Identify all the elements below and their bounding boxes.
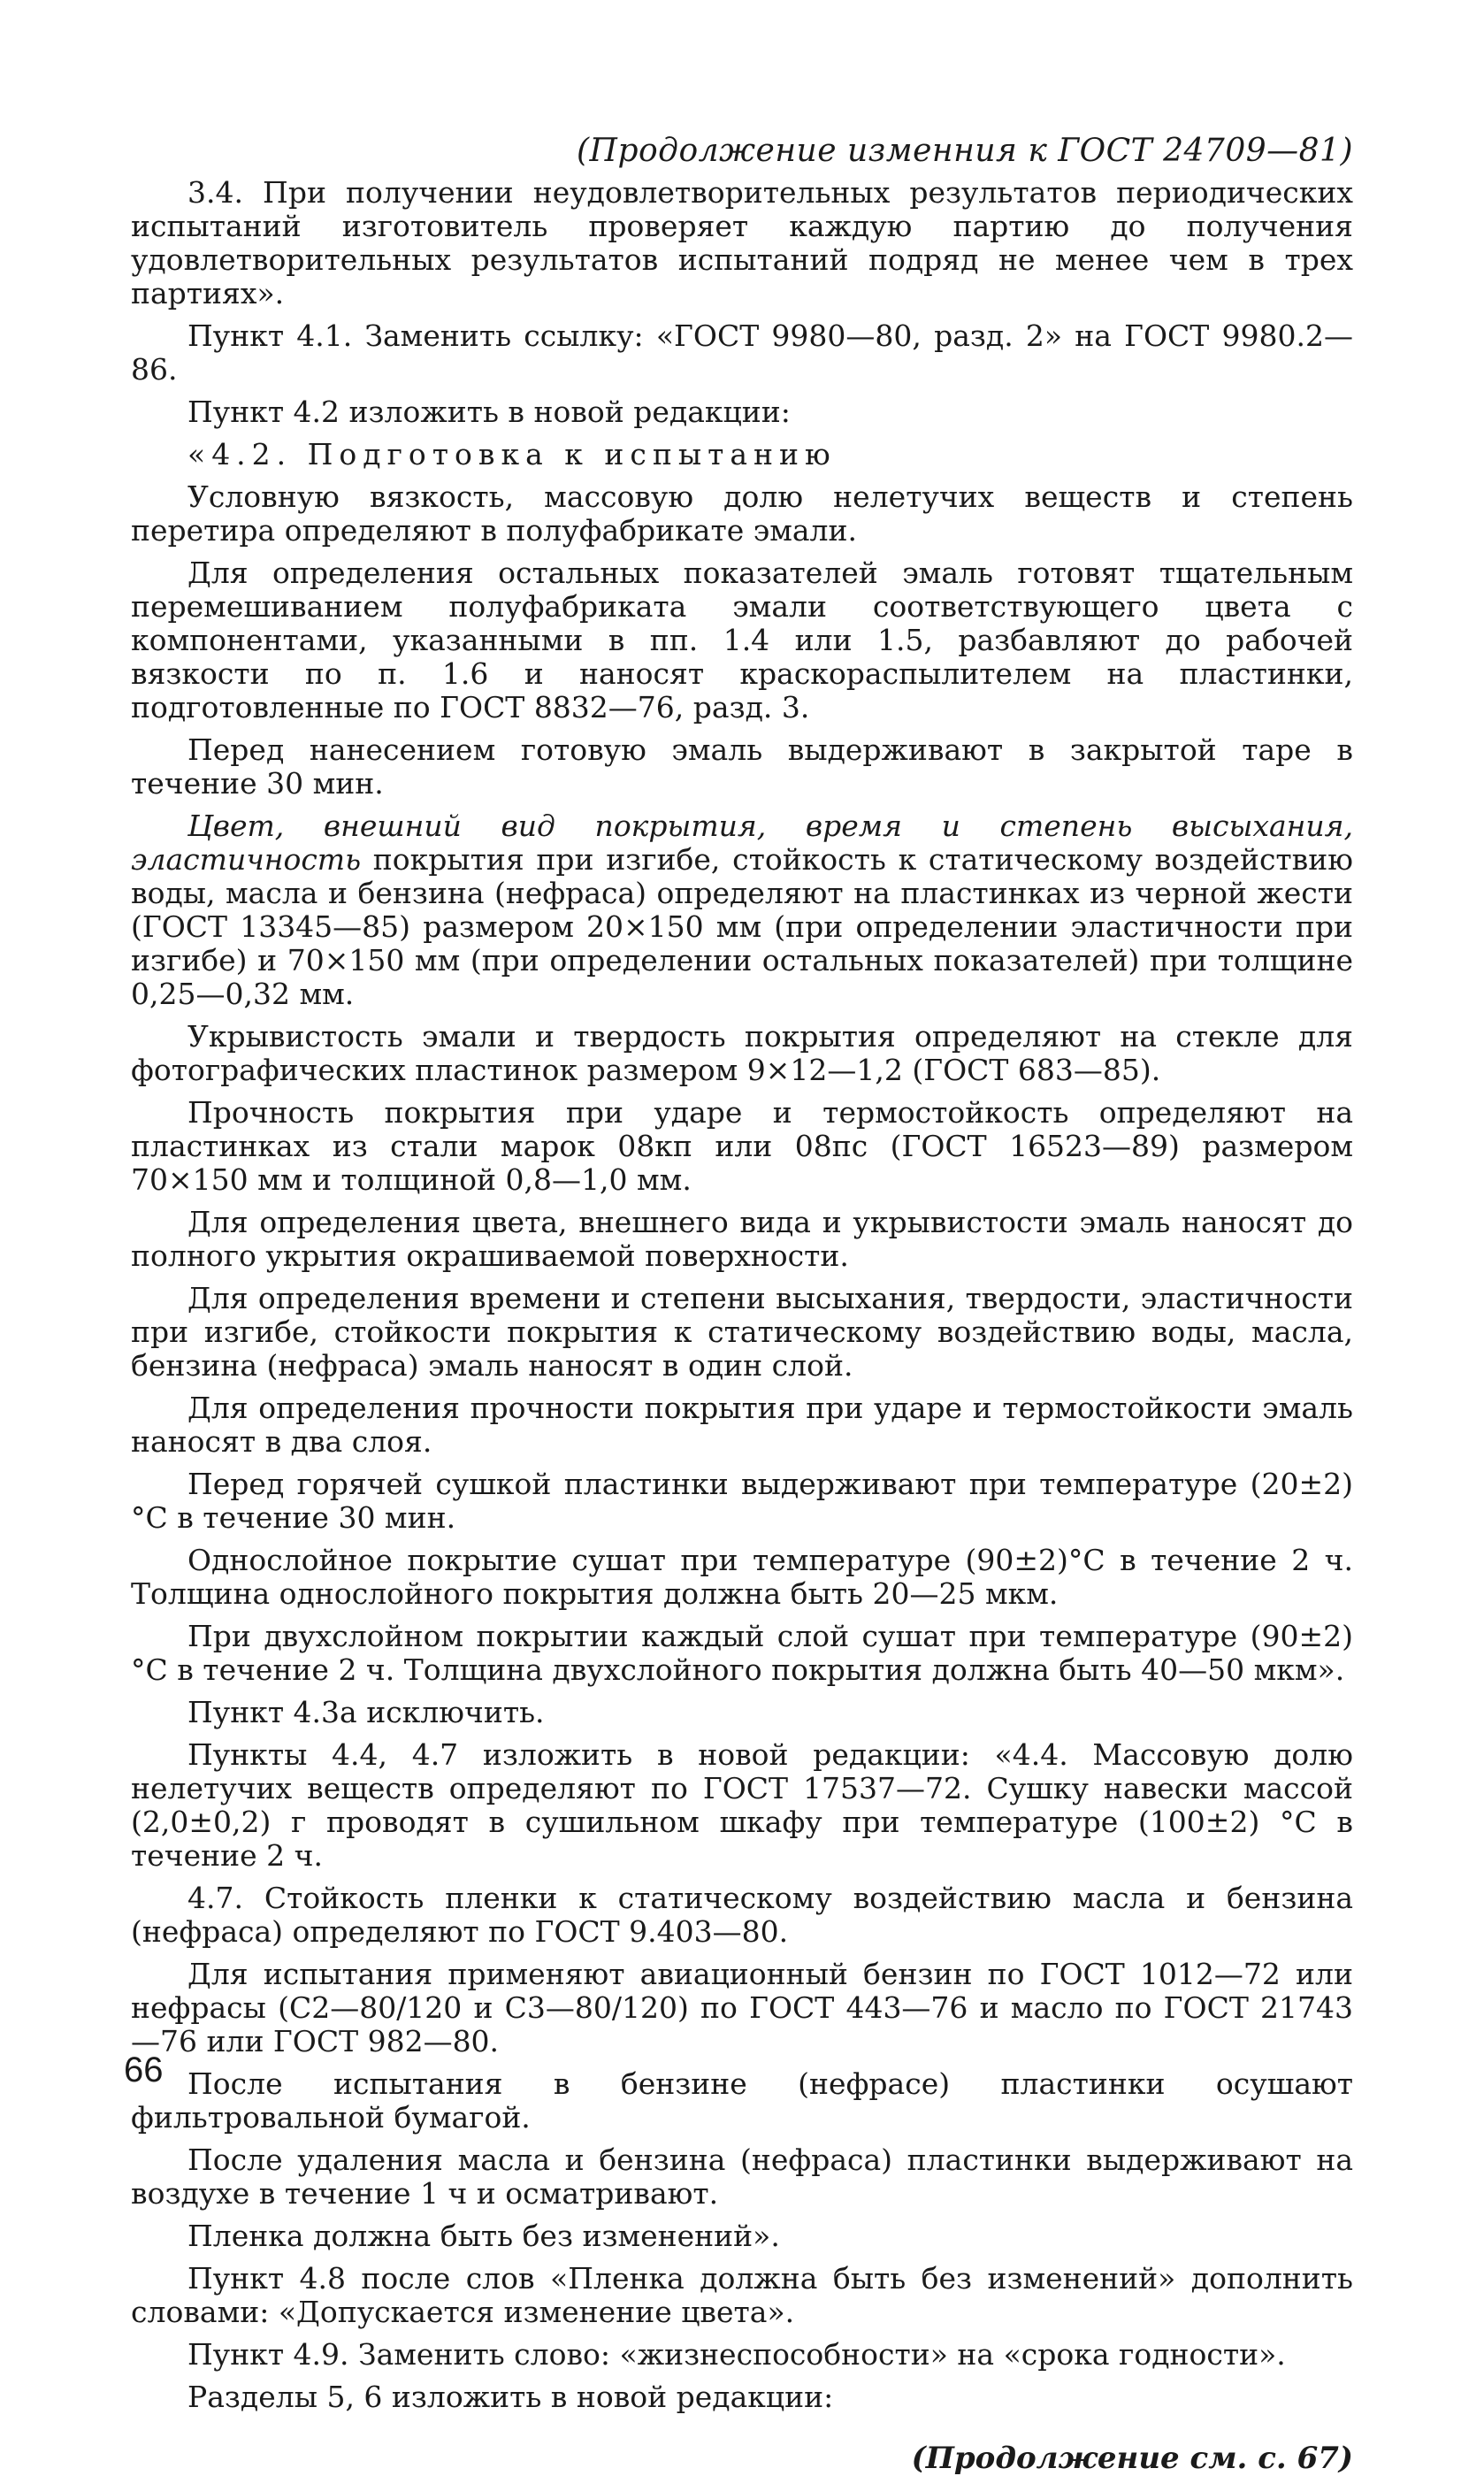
paragraph-single-layer-drying: Однослойное покрытие сушат при температуре (90±2)°С в течение 2 ч. Толщина однослойного покрытия должна быть 20—25 мкм. [131, 1543, 1353, 1611]
paragraph-4-7: 4.7. Стойкость пленки к статическому воздействию масла и бензина (нефраса) определяют по ГОСТ 9.403—80. [131, 1881, 1353, 1949]
paragraph-4-8: Пункт 4.8 после слов «Пленка должна быть без изменений» дополнить словами: «Допускается изменение цвета». [131, 2261, 1353, 2329]
italic-lead: Цвет, внешний вид покрытия, время и степень высыхания, эластичность [131, 809, 1353, 877]
paragraph-hot-drying: Перед горячей сушкой пластинки выдерживают при температуре (20±2) °С в течение 30 мин. [131, 1467, 1353, 1535]
paragraph-color-application: Для определения цвета, внешнего вида и укрывистости эмаль наносят до полного укрытия окрашиваемой поверхности. [131, 1205, 1353, 1273]
paragraph-after-test: После испытания в бензине (нефрасе) пластинки осушают фильтровальной бумагой. [131, 2066, 1353, 2135]
paragraph-4-4: Пункты 4.4, 4.7 изложить в новой редакции: «4.4. Массовую долю нелетучих веществ определяют по ГОСТ 17537—72. Сушку навески массой (2,0±0,2) г проводят в сушильном шкафу при температуре (100±2) °С в течение 2 ч. [131, 1737, 1353, 1873]
paragraph-4-1: Пункт 4.1. Заменить ссылку: «ГОСТ 9980—80, разд. 2» на ГОСТ 9980.2—86. [131, 318, 1353, 387]
document-page [131, 133, 1353, 2476]
paragraph-viscosity: Условную вязкость, массовую долю нелетучих веществ и степень перетира определяют в полуфабрикате эмали. [131, 479, 1353, 548]
paragraph-4-2-intro: Пункт 4.2 изложить в новой редакции: [187, 395, 791, 429]
section-heading-preparation: «4.2. Подготовка к испытанию [187, 437, 837, 471]
page-number: 66 [124, 2051, 164, 2089]
paragraph-preparation: Для определения остальных показателей эмаль готовят тщательным перемешиванием полуфабриката эмали соответствующего цвета с компонентами, указанными в пп. 1.4 или 1.5, разбавляют до рабочей вязкости по п. 1.6 и наносят краскораспылителем на пластинки, подготовленные по ГОСТ 8832—76, разд. 3. [131, 556, 1353, 724]
paragraph-impact-strength: Прочность покрытия при ударе и термостойкость определяют на пластинках из стали марок 08кп или 08пс (ГОСТ 16523—89) размером 70×150 мм и толщиной 0,8—1,0 мм. [131, 1095, 1353, 1197]
continuation-note: (Продолжение см. с. 67) [911, 2441, 1353, 2476]
paragraph-holding: Перед нанесением готовую эмаль выдерживают в закрытой таре в течение 30 мин. [131, 732, 1353, 801]
paragraph-sections-5-6: Разделы 5, 6 изложить в новой редакции: [187, 2380, 834, 2414]
paragraph-double-layer-drying: При двухслойном покрытии каждый слой сушат при температуре (90±2) °С в течение 2 ч. Толщина двухслойного покрытия должна быть 40—50 мкм». [131, 1619, 1353, 1687]
paragraph-hiding-power: Укрывистость эмали и твердость покрытия определяют на стекле для фотографических пластинок размером 9×12—1,2 (ГОСТ 683—85). [131, 1019, 1353, 1087]
paragraph-two-layers: Для определения прочности покрытия при ударе и термостойкости эмаль наносят в два слоя. [131, 1391, 1353, 1459]
paragraph-test-fuels: Для испытания применяют авиационный бензин по ГОСТ 1012—72 или нефрасы (С2—80/120 и С3—80/120) по ГОСТ 443—76 и масло по ГОСТ 21743—76 или ГОСТ 982—80. [131, 1957, 1353, 2058]
paragraph-3-4: 3.4. При получении неудовлетворительных результатов периодических испытаний изготовитель проверяет каждую партию до получения удовлетворительных результатов испытаний подряд не менее чем в трех партиях». [131, 175, 1353, 310]
paragraph-4-3a: Пункт 4.3а исключить. [187, 1695, 545, 1729]
paragraph-4-9: Пункт 4.9. Заменить слово: «жизнеспособности» на «срока годности». [187, 2337, 1286, 2372]
paragraph-film-unchanged: Пленка должна быть без изменений». [187, 2219, 780, 2253]
paragraph-color-test: Цвет, внешний вид покрытия, время и степень высыхания, эластичность покрытия при изгибе, стойкость к статическому воздействию воды, масла и бензина (нефраса) определяют на пластинках из черной жести (ГОСТ 13345—85) размером 20×150 мм (при определении эластичности при изгибе) и 70×150 мм (при определении остальных показателей) при толщине 0,25—0,32 мм. [131, 809, 1353, 1011]
paragraph-one-layer: Для определения времени и степени высыхания, твердости, эластичности при изгибе, стойкости покрытия к статическому воздействию воды, масла, бензина (нефраса) эмаль наносят в один слой. [131, 1281, 1353, 1383]
running-header: (Продолжение изменния к ГОСТ 24709—81) [577, 133, 1353, 169]
paragraph-after-removal: После удаления масла и бензина (нефраса) пластинки выдерживают на воздухе в течение 1 ч и осматривают. [131, 2143, 1353, 2211]
